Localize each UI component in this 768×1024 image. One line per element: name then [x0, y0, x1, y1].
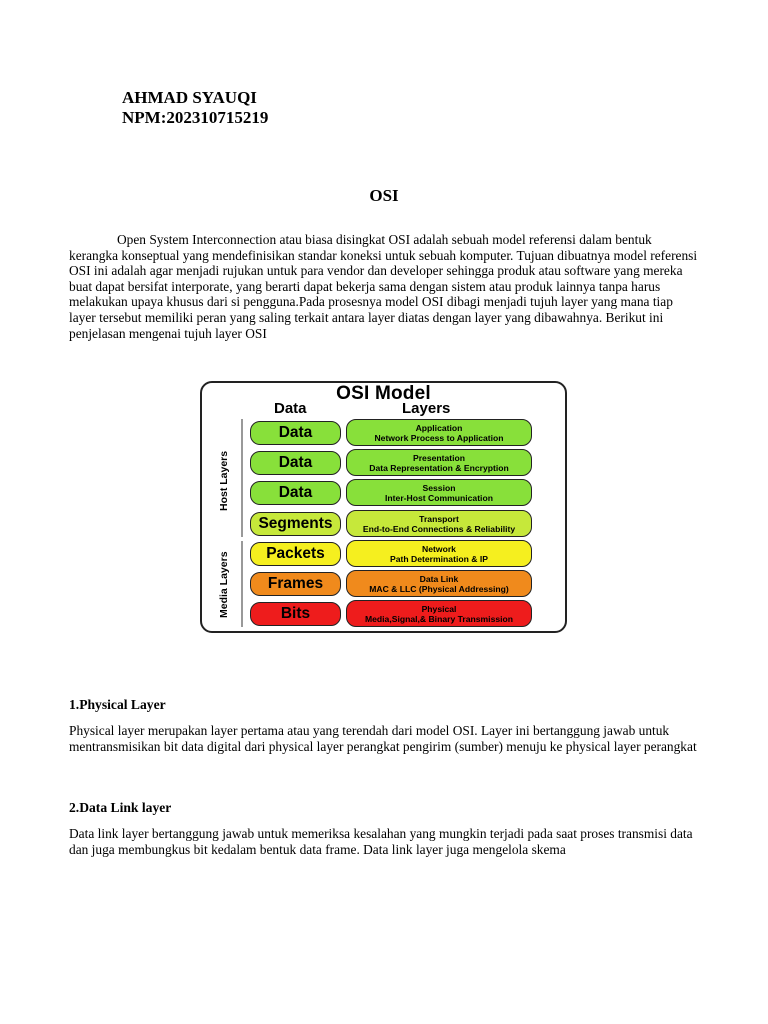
- section-heading-physical: 1.Physical Layer: [69, 697, 166, 712]
- osi-layer-4: [346, 540, 532, 567]
- osi-unit-2: Data: [250, 481, 341, 505]
- osi-layer-description: MAC & LLC (Physical Addressing): [369, 583, 509, 594]
- media-layers-label: Media Layers: [218, 551, 230, 618]
- diagram-title: OSI Model: [336, 383, 431, 404]
- intro-paragraph: Open System Interconnection atau biasa disingkat OSI adalah sebuah model referensi dalam bentuk kerangka konseptual yang mendefinisikan standar koneksi untuk sebuah komputer. Tujuan dibuatnya model referensi OSI ini adalah agar menjadi rujukan untuk para vendor dan developer sehingga produk atau software yang mereka buat dapat bersifat interporate, yang berarti dapat bekerja sama dengan sistem atau produk lainnya tanpa harus melakukan upaya khusus dari si pengguna.Pada prosesnya model OSI dibagi menjadi tujuh layer yang mana tiap layer tersebut memiliki peran yang saling terkait antara layer diatas dengan layer yang dibawahnya. Berikut ini penjelasan mengenai tujuh layer OSI: [69, 232, 698, 341]
- osi-layer-5: [346, 570, 532, 597]
- osi-unit-3: Segments: [250, 512, 341, 536]
- osi-unit-1: Data: [250, 451, 341, 475]
- media-layers-bracket: [241, 541, 243, 627]
- osi-layer-name: Application: [415, 422, 463, 433]
- section-body-physical: Physical layer merupakan layer pertama atau yang terendah dari model OSI. Layer ini bertanggung jawab untuk mentransmisikan bit data digital dari physical layer perangkat pengirim (sumber) menuju ke physical layer perangkat: [69, 723, 697, 754]
- osi-layer-name: Physical: [421, 603, 457, 614]
- osi-layer-name: Presentation: [412, 452, 466, 463]
- osi-model-diagram: [200, 381, 567, 633]
- host-layers-label: Host Layers: [218, 450, 230, 511]
- osi-layer-6: [346, 600, 532, 627]
- osi-unit-0: Data: [250, 421, 341, 445]
- osi-unit-6: Bits: [250, 602, 341, 626]
- osi-layer-description: End-to-End Connections & Reliability: [362, 523, 516, 534]
- document-title: OSI: [369, 186, 399, 205]
- author-name: AHMAD SYAUQI: [122, 88, 257, 107]
- osi-layer-3: [346, 510, 532, 537]
- osi-layer-name: Session: [422, 482, 456, 493]
- section-heading-data-link: 2.Data Link layer: [69, 800, 172, 815]
- osi-layer-description: Data Representation & Encryption: [369, 462, 509, 473]
- osi-layer-description: Network Process to Application: [374, 432, 504, 443]
- osi-layer-name: Network: [422, 543, 456, 554]
- osi-unit-5: Frames: [250, 572, 341, 596]
- osi-layer-0: [346, 419, 532, 446]
- osi-layer-1: [346, 449, 532, 476]
- osi-layer-description: Inter-Host Communication: [385, 492, 493, 503]
- osi-layer-2: [346, 479, 532, 506]
- osi-layer-description: Media,Signal,& Binary Transmission: [364, 613, 514, 624]
- host-layers-bracket: [241, 419, 243, 537]
- osi-layer-name: Transport: [419, 513, 459, 524]
- author-block: [122, 88, 268, 128]
- osi-layer-description: Path Determination & IP: [390, 553, 488, 564]
- osi-layer-name: Data Link: [419, 573, 459, 584]
- section-body-data-link: Data link layer bertanggung jawab untuk memeriksa kesalahan yang mungkin terjadi pada saat proses transmisi data dan juga membungkus bit kedalam bentuk data frame. Data link layer juga mengelola skema: [69, 826, 693, 857]
- author-npm: NPM:202310715219: [122, 108, 269, 127]
- diagram-column-layers: Layers: [402, 400, 451, 417]
- diagram-column-data: Data: [274, 400, 307, 417]
- osi-unit-4: Packets: [250, 542, 341, 566]
